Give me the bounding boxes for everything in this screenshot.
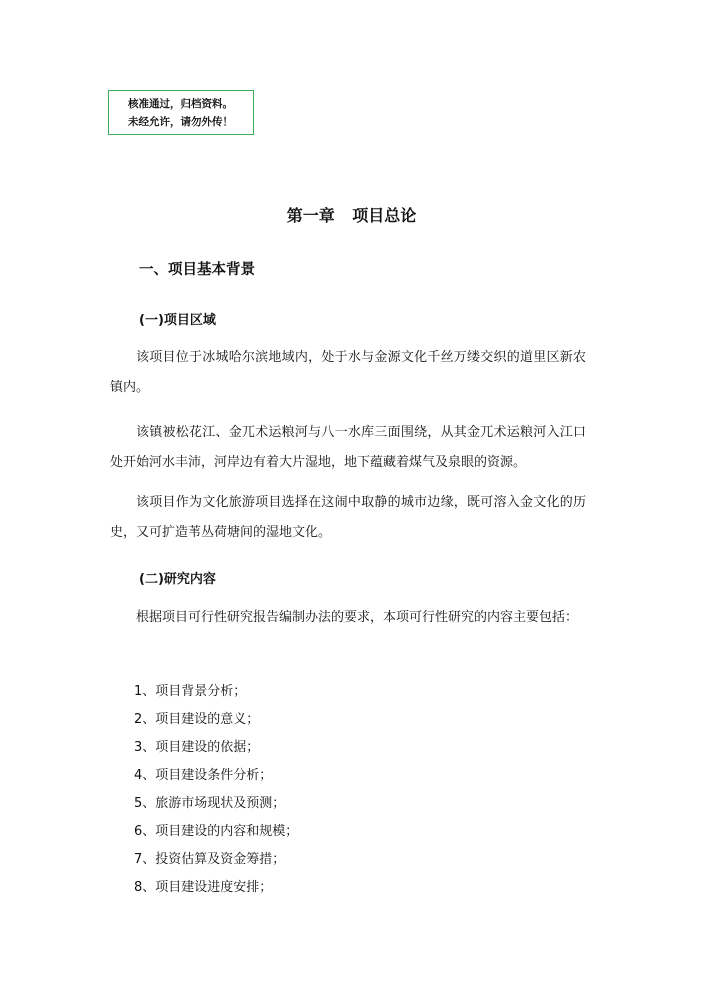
stamp-line-2: 未经允许，请勿外传！ [128,116,233,128]
subsection-heading-area: (一)项目区域 [139,313,216,328]
list-item: 2、项目建设的意义； [134,712,260,727]
approval-stamp [108,90,254,135]
section-heading: 一、项目基本背景 [139,262,255,278]
chapter-heading [0,203,703,226]
chapter-number: 第一章 [286,206,335,225]
paragraph-research-intro: 根据项目可行性研究报告编制办法的要求，本项可行性研究的内容主要包括： [136,610,579,625]
paragraph-surroundings: 该镇被松花江、金兀术运粮河与八一水库三面围绕，从其金兀术运粮河入江口处开始河水丰沛，河岸边有着大片湿地，地下蕴藏着煤气及泉眼的资源。 [110,425,586,470]
list-item: 8、项目建设进度安排； [134,880,273,895]
list-item: 7、投资估算及资金筹措； [134,852,286,867]
list-item: 5、旅游市场现状及预测； [134,796,286,811]
list-item: 3、项目建设的依据； [134,740,260,755]
subsection-heading-research: (二)研究内容 [139,572,216,587]
list-item: 4、项目建设条件分析； [134,768,273,783]
list-item: 6、项目建设的内容和规模； [134,824,299,839]
chapter-title: 项目总论 [352,206,417,225]
paragraph-positioning: 该项目作为文化旅游项目选择在这闹中取静的城市边缘，既可溶入金文化的历史，又可扩造苇丛荷塘间的湿地文化。 [110,495,586,540]
stamp-line-1: 核准通过，归档资料。 [128,98,233,110]
research-content-list [134,678,298,902]
paragraph-location: 该项目位于冰城哈尔滨地域内，处于水与金源文化千丝万缕交织的道里区新农镇内。 [110,350,586,395]
list-item: 1、项目背景分析； [134,684,247,699]
